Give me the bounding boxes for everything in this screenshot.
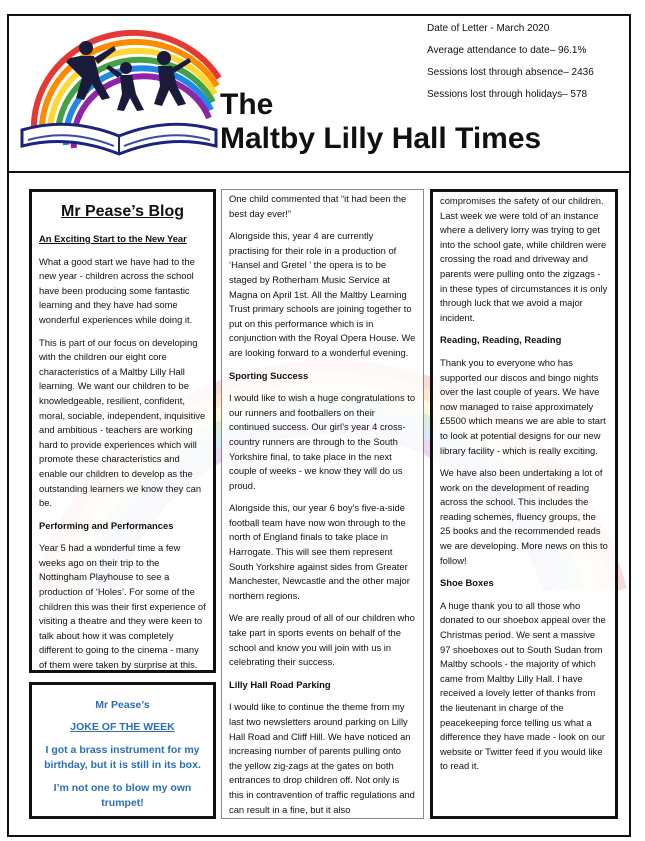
open-book bbox=[22, 124, 216, 154]
right-paragraph: Thank you to everyone who has supported our discos and bingo nights over the last couple of years. We have now managed to raise approximately £5500 which means we are able to start to look at potential designs for our new library facility - which is really exciting. bbox=[440, 356, 606, 456]
joke-box bbox=[29, 682, 216, 819]
header-divider bbox=[9, 171, 629, 173]
middle-paragraph: I would like to continue the theme from my last two newsletters around parking on Lilly Hall Road and Cliff Hill. We have noticed an increasing number of parents pulling onto the yellow zig-zags at the gates on both entrances to drop children off. Not only is this in contravention of traffic regulations and can result in a fine, but it also bbox=[229, 701, 415, 815]
blog-heading-new-year: An Exciting Start to the New Year bbox=[39, 233, 187, 244]
blog-paragraph: What a good start we have had to the new year - children across the school have been producing some fantastic learning and they have had some wonderful experiences while doing it. bbox=[39, 255, 195, 325]
school-logo bbox=[14, 18, 224, 158]
attendance-stats bbox=[427, 22, 594, 110]
middle-paragraph: Alongside this, our year 6 boy’s five-a-side football team have now won through to the north of England finals to take place in Harrogate. This will see them represent South Yorkshire against sides from Greater Manchester, Newcastle and the other major northern regions. bbox=[229, 502, 410, 601]
right-paragraph: We have also been undertaking a lot of work on the development of reading across the school. This includes the reading schemes, fluency groups, the 25 books and the recommended reads we are developing. More news on this to follow! bbox=[440, 467, 608, 566]
middle-paragraph: We are really proud of all of our children who take part in sports events on behalf of the school and know you will join with us in celebrating their success. bbox=[229, 612, 415, 668]
blog-column bbox=[29, 189, 216, 673]
blog-heading-performing: Performing and Performances bbox=[39, 519, 174, 531]
blog-title: Mr Pease’s Blog bbox=[60, 203, 184, 220]
right-paragraph: compromises the safety of our children. Last week we were told of an instance where a delivery lorry was trying to get into the school gate, while children were crossing the road and driveway and parents were pulling onto the zigzags - in these types of circumstances it is only through luck that we avoid a major incident. bbox=[440, 195, 608, 323]
right-column bbox=[430, 189, 618, 819]
middle-paragraph: Alongside this, year 4 are currently practising for their role in a production of ‘Hansel and Gretel ’ the opera is to be staged by Rotherham Music Service at Magna on April 1st. All the Maltby Learning Trust primary schools are joining together to put on this performance which is in conjunction with the Royal Opera House. We are looking forward to a wonderful evening. bbox=[229, 230, 416, 358]
joke-author: Mr Pease’s bbox=[95, 699, 150, 711]
heading-shoe-boxes: Shoe Boxes bbox=[440, 577, 494, 589]
heading-sporting-success: Sporting Success bbox=[229, 369, 309, 381]
heading-road-parking: Lilly Hall Road Parking bbox=[229, 678, 331, 690]
joke-punchline: I’m not one to blow my own trumpet! bbox=[53, 782, 192, 809]
stat-absence: Sessions lost through absence– 2436 bbox=[427, 67, 594, 78]
middle-paragraph: One child commented that “it had been the best day ever!” bbox=[229, 193, 407, 219]
title-line-2: Maltby Lilly Hall Times bbox=[220, 122, 542, 155]
middle-column bbox=[221, 189, 424, 819]
title-line-1: The bbox=[220, 88, 274, 121]
joke-setup: I got a brass instrument for my birthday, but it is still in its box. bbox=[44, 744, 201, 771]
stat-attendance: Average attendance to date– 96.1% bbox=[427, 45, 587, 56]
heading-reading: Reading, Reading, Reading bbox=[440, 334, 562, 346]
blog-paragraph: Year 5 had a wonderful time a few weeks ago on their trip to the Nottingham Playhouse to see a production of ‘Holes’. For some of the children this was their first experience of visiting a theatre and they were keen to talk about how it was completely different to going to the cinema - many of them were taken by surprise at this. bbox=[39, 542, 206, 671]
stat-holidays: Sessions lost through holidays– 578 bbox=[427, 89, 588, 100]
middle-paragraph: I would like to wish a huge congratulations to our runners and footballers on their continued success. Our girl’s year 4 cross-country runners are through to the South Yorkshire final, to take place in the next couple of weeks - we know they will do us proud. bbox=[229, 392, 416, 491]
stat-date: Date of Letter - March 2020 bbox=[427, 23, 550, 34]
joke-heading: JOKE OF THE WEEK bbox=[70, 721, 175, 733]
blog-paragraph: This is part of our focus on developing with the children our eight core characteristics of a Maltby Lilly Hall learning. We want our children to be knowledgeable, resilient, confident, moral, sociable, independent, inquisitive and ambitious - teachers are working hard to provide experiences which will promote these characteristics and enable our children to develop as the outstanding learners we know they can be. bbox=[39, 336, 206, 509]
right-paragraph: A huge thank you to all those who donated to our shoebox appeal over the Christmas period. We sent a massive 97 shoeboxes out to South Sudan from Maltby schools - the majority of which came from Maltby Lilly Hall. I have received a lovely letter of thanks from the lieutenant in charge of the peacekeeping force telling us what a difference they have made - look on our website or Twitter feed if you would like to read it. bbox=[440, 599, 606, 772]
